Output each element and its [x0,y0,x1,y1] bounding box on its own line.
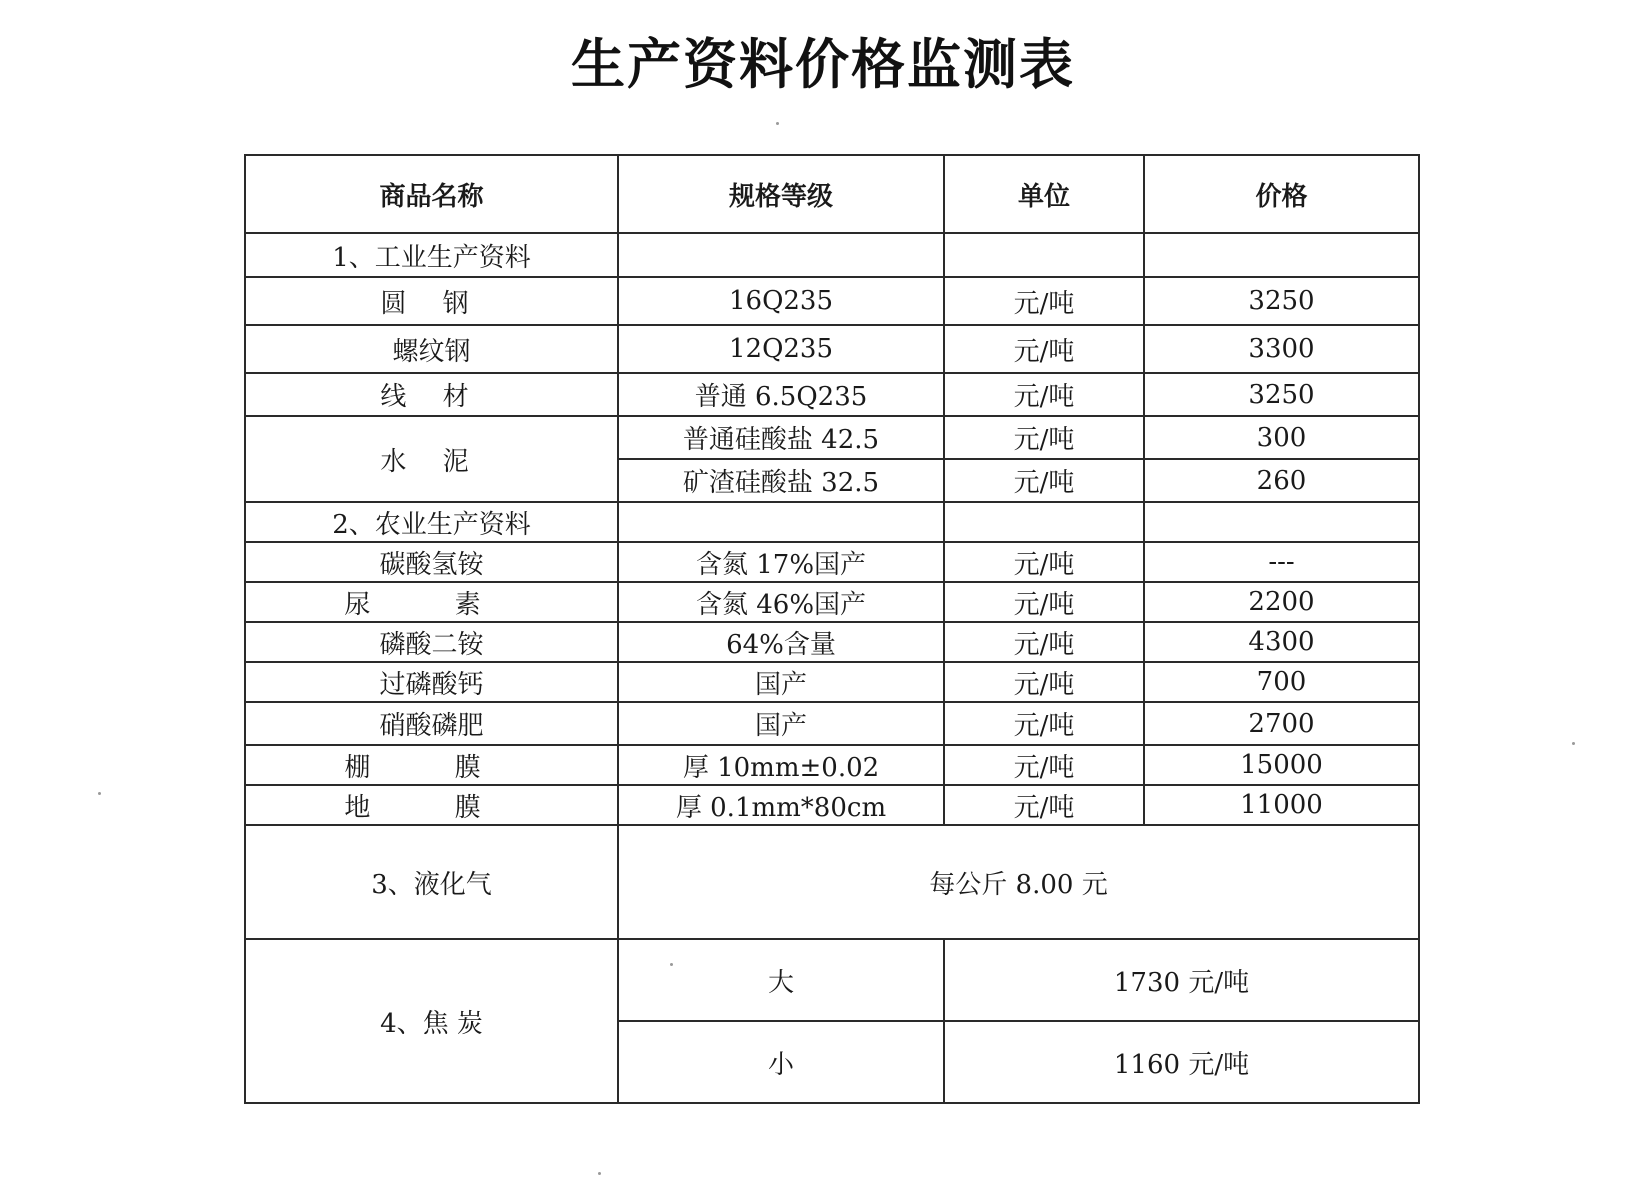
cell-price: 4300 [1144,622,1419,662]
cell-unit: 元/吨 [944,542,1144,582]
cell-unit: 元/吨 [944,582,1144,622]
page-title: 生产资料价格监测表 [571,33,1075,96]
cell-spec: 厚 10mm±0.02 [618,745,944,785]
section-industrial-label: 1、工业生产资料 [245,233,618,277]
table-row [245,373,1419,416]
cell-price: 3250 [1144,277,1419,325]
cell-price: 3250 [1144,373,1419,416]
table-row [245,622,1419,662]
cell-price: --- [1144,542,1419,582]
cell-price: 260 [1144,459,1419,502]
cell-name: 硝酸磷肥 [245,702,618,745]
cell-unit: 元/吨 [944,416,1144,459]
lpg-price-value: 每公斤 8.00 元 [618,825,1419,939]
header-name: 商品名称 [245,155,618,233]
section-lpg-row [245,825,1419,939]
section-agricultural-row [245,502,1419,542]
table-row [245,702,1419,745]
cell-unit: 元/吨 [944,325,1144,373]
cell-name: 碳酸氢铵 [245,542,618,582]
scan-speck [776,122,779,125]
cell-price: 2200 [1144,582,1419,622]
cell-price: 3300 [1144,325,1419,373]
section-lpg-label: 3、液化气 [245,825,618,939]
scan-speck [1572,742,1575,745]
cell-spec: 12Q235 [618,325,944,373]
coke-size: 小 [618,1021,944,1103]
section-coke-row [245,939,1419,1021]
coke-price: 1730 元/吨 [944,939,1419,1021]
table-row [245,785,1419,825]
cell-name: 圆 钢 [245,277,618,325]
cell-unit: 元/吨 [944,622,1144,662]
cell-price: 11000 [1144,785,1419,825]
table-row [245,325,1419,373]
scan-speck [670,963,673,966]
header-price: 价格 [1144,155,1419,233]
table-row [245,662,1419,702]
cell-spec: 16Q235 [618,277,944,325]
table-row [245,745,1419,785]
cell-price: 15000 [1144,745,1419,785]
cell-name: 地 膜 [245,785,618,825]
price-monitor-table [244,154,1420,1104]
cell-spec: 矿渣硅酸盐 32.5 [618,459,944,502]
section-industrial-row [245,233,1419,277]
scan-speck [98,792,101,795]
header-unit: 单位 [944,155,1144,233]
cell-unit: 元/吨 [944,459,1144,502]
cell-spec: 厚 0.1mm*80cm [618,785,944,825]
section-agricultural-label: 2、农业生产资料 [245,502,618,542]
cell-unit: 元/吨 [944,373,1144,416]
cell-spec: 含氮 46%国产 [618,582,944,622]
table-row [245,582,1419,622]
cell-spec: 普通 6.5Q235 [618,373,944,416]
cell-price: 700 [1144,662,1419,702]
cell-unit: 元/吨 [944,785,1144,825]
cell-unit: 元/吨 [944,745,1144,785]
cell-spec: 64%含量 [618,622,944,662]
cell-price: 300 [1144,416,1419,459]
table-row [245,542,1419,582]
cell-spec: 国产 [618,702,944,745]
cell-name: 线 材 [245,373,618,416]
cell-unit: 元/吨 [944,702,1144,745]
cell-name: 尿 素 [245,582,618,622]
cell-spec: 国产 [618,662,944,702]
scan-speck [598,1172,601,1175]
table-row [245,277,1419,325]
cell-name-cement: 水 泥 [245,416,618,502]
header-spec: 规格等级 [618,155,944,233]
table-row [245,416,1419,459]
coke-price: 1160 元/吨 [944,1021,1419,1103]
cell-spec: 普通硅酸盐 42.5 [618,416,944,459]
cell-unit: 元/吨 [944,662,1144,702]
cell-unit: 元/吨 [944,277,1144,325]
cell-name: 磷酸二铵 [245,622,618,662]
table-header-row [245,155,1419,233]
cell-spec: 含氮 17%国产 [618,542,944,582]
cell-name: 螺纹钢 [245,325,618,373]
cell-price: 2700 [1144,702,1419,745]
cell-name: 棚 膜 [245,745,618,785]
section-coke-label: 4、焦 炭 [245,939,618,1103]
coke-size: 大 [618,939,944,1021]
cell-name: 过磷酸钙 [245,662,618,702]
